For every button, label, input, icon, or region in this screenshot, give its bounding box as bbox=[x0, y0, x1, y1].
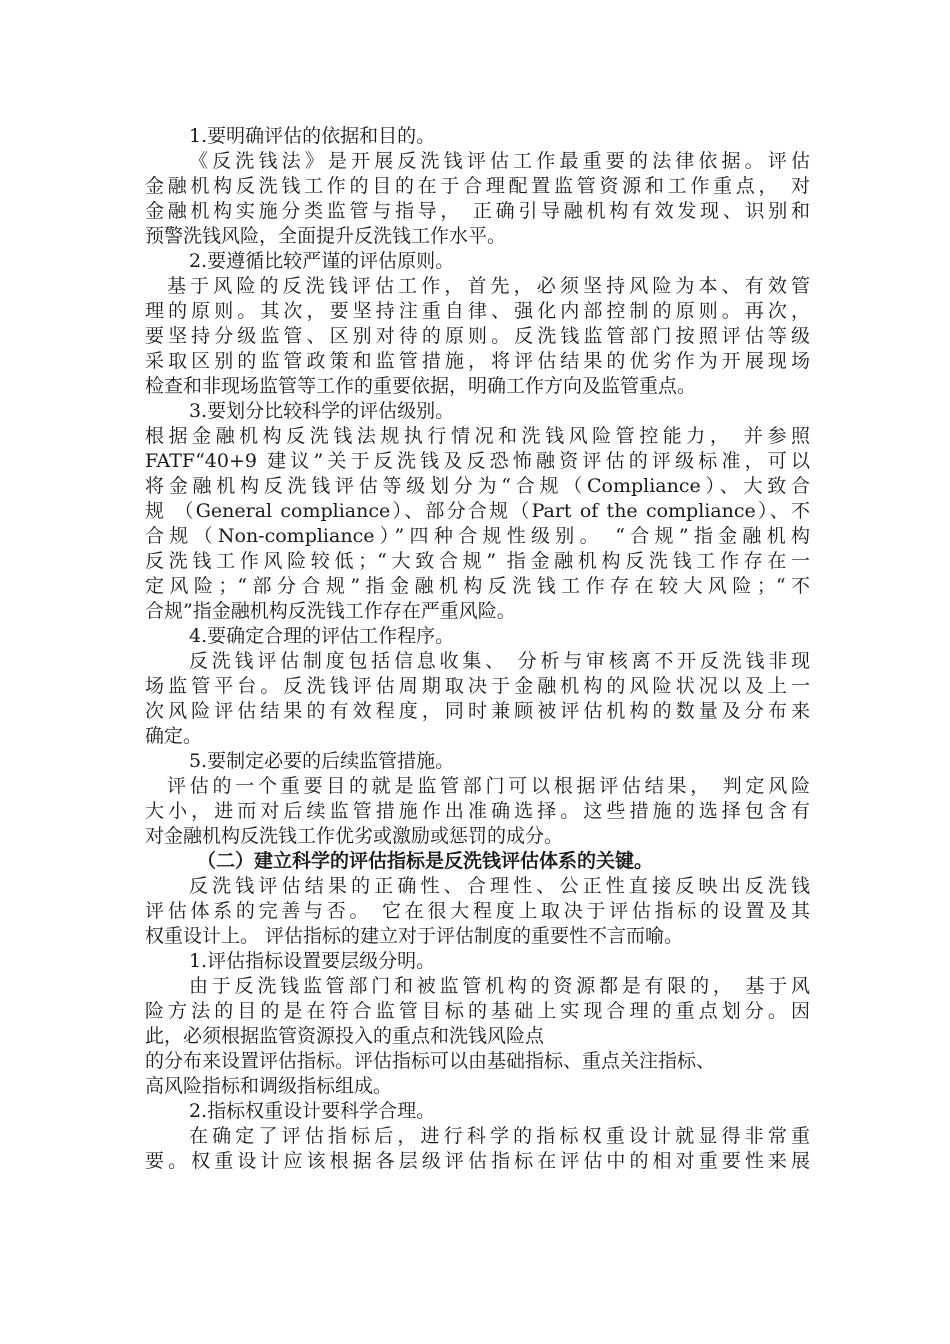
text-line: 权重设计上。 评估指标的建立对于评估制度的重要性不言而喻。 bbox=[145, 925, 684, 947]
text-line: 次风险评估结果的有效程度，同时兼顾被评估机构的数量及分布来 bbox=[145, 700, 810, 722]
text-line: 1.要明确评估的依据和目的。 bbox=[189, 125, 436, 147]
text-line: 规 （General compliance）、部分合规（Part of the compliance）、不 bbox=[145, 500, 810, 522]
text-line: 大小，进而对后续监管措施作出准确选择。这些措施的选择包含有 bbox=[145, 800, 810, 822]
text-line: 合规（Non-compliance）”四种合规性级别。 “合规”指金融机构 bbox=[145, 525, 810, 547]
text-line: 3.要划分比较科学的评估级别。 bbox=[189, 400, 455, 422]
text-line: 2.要遵循比较严谨的评估原则。 bbox=[189, 250, 455, 272]
text-line: 的分布来设置评估指标。评估指标可以由基础指标、重点关注指标、 bbox=[145, 1050, 716, 1072]
text-line: 2.指标权重设计要科学合理。 bbox=[189, 1100, 436, 1122]
text-line: 场监管平台。反洗钱评估周期取决于金融机构的风险状况以及上一 bbox=[145, 675, 810, 697]
text-line: 要坚持分级监管、区别对待的原则。反洗钱监管部门按照评估等级 bbox=[145, 325, 810, 347]
text-line: 根据金融机构反洗钱法规执行情况和洗钱风险管控能力， 并参照 bbox=[145, 425, 810, 447]
text-line: 反洗钱评估结果的正确性、合理性、公正性直接反映出反洗钱 bbox=[189, 875, 810, 897]
text-line: 5.要制定必要的后续监管措施。 bbox=[189, 750, 455, 772]
text-line: 基于风险的反洗钱评估工作，首先，必须坚持风险为本、有效管 bbox=[167, 275, 810, 297]
text-line: 高风险指标和调级指标组成。 bbox=[145, 1075, 393, 1097]
text-line: FATF“40+9 建议”关于反洗钱及反恐怖融资评估的评级标准，可以 bbox=[145, 450, 810, 472]
text-line: 确定。 bbox=[145, 725, 203, 747]
text-line: 评估体系的完善与否。 它在很大程度上取决于评估指标的设置及其 bbox=[145, 900, 810, 922]
text-line: 险方法的目的是在符合监管目标的基础上实现合理的重点划分。因 bbox=[145, 1000, 810, 1022]
text-line: 理的原则。其次，要坚持注重自律、强化内部控制的原则。再次， bbox=[145, 300, 810, 322]
text-line: 反洗钱工作风险较低；“大致合规” 指金融机构反洗钱工作存在一 bbox=[145, 550, 810, 572]
text-line: 定风险；“部分合规”指金融机构反洗钱工作存在较大风险；“不 bbox=[145, 575, 810, 597]
text-line: 评估的一个重要目的就是监管部门可以根据评估结果， 判定风险 bbox=[167, 775, 810, 797]
text-line: 金融机构反洗钱工作的目的在于合理配置监管资源和工作重点， 对 bbox=[145, 175, 810, 197]
text-line: 此，必须根据监管资源投入的重点和洗钱风险点 bbox=[145, 1025, 545, 1047]
text-line: 检查和非现场监管等工作的重要依据，明确工作方向及监管重点。 bbox=[145, 375, 697, 397]
text-line: 将金融机构反洗钱评估等级划分为“合规（Compliance）、大致合 bbox=[145, 475, 810, 497]
text-line: （二）建立科学的评估指标是反洗钱评估体系的关键。 bbox=[197, 850, 654, 872]
text-line: 合规”指金融机构反洗钱工作存在严重风险。 bbox=[145, 600, 516, 622]
text-line: 反洗钱评估制度包括信息收集、 分析与审核离不开反洗钱非现 bbox=[189, 650, 810, 672]
text-line: 4.要确定合理的评估工作程序。 bbox=[189, 625, 455, 647]
text-line: 在确定了评估指标后，进行科学的指标权重设计就显得非常重 bbox=[189, 1125, 810, 1147]
text-line: 要。权重设计应该根据各层级评估指标在评估中的相对重要性来展 bbox=[145, 1150, 810, 1172]
text-line: 1.评估指标设置要层级分明。 bbox=[189, 950, 436, 972]
text-line: 预警洗钱风险，全面提升反洗钱工作水平。 bbox=[145, 225, 507, 247]
text-line: 金融机构实施分类监管与指导， 正确引导融机构有效发现、识别和 bbox=[145, 200, 810, 222]
text-line: 《反洗钱法》是开展反洗钱评估工作最重要的法律依据。评估 bbox=[189, 150, 810, 172]
text-line: 采取区别的监管政策和监管措施，将评估结果的优劣作为开展现场 bbox=[145, 350, 810, 372]
text-line: 对金融机构反洗钱工作优劣或激励或惩罚的成分。 bbox=[145, 825, 564, 847]
text-line: 由于反洗钱监管部门和被监管机构的资源都是有限的， 基于风 bbox=[189, 975, 810, 997]
document-body bbox=[145, 124, 810, 1174]
